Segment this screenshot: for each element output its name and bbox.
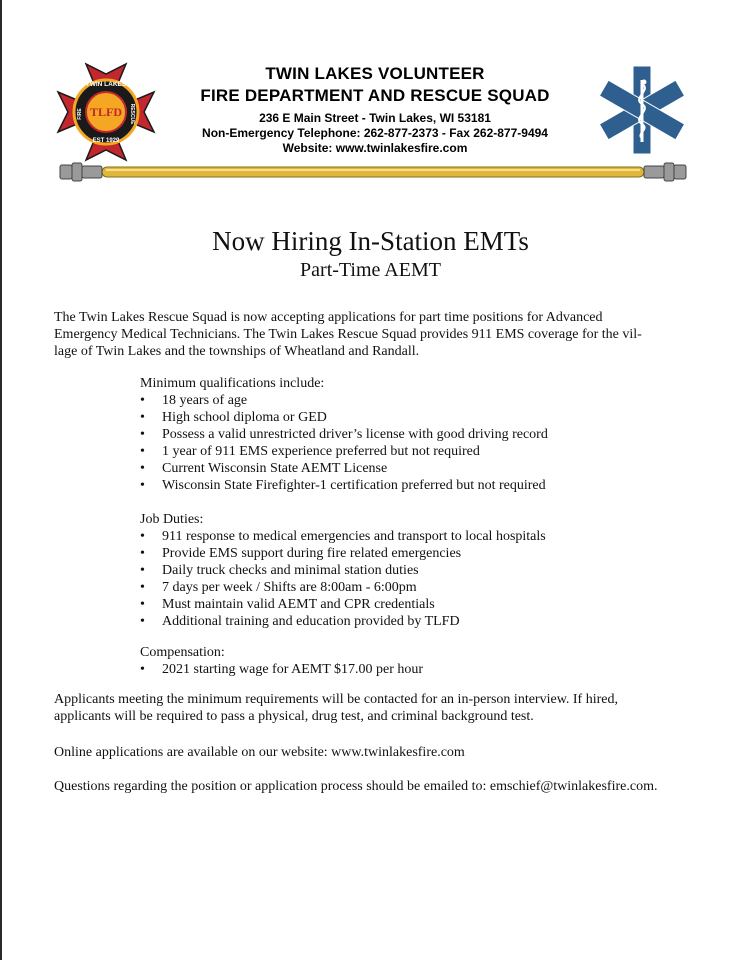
org-website: Website: www.twinlakesfire.com	[282, 141, 468, 155]
org-phone: Non-Emergency Telephone: 262-877-2373 - Fax 262-877-9494	[202, 126, 548, 140]
compensation-section	[140, 644, 660, 678]
letterhead	[0, 0, 741, 200]
interview-paragraph	[54, 691, 694, 725]
org-address: 236 E Main Street - Twin Lakes, WI 53181	[259, 111, 491, 125]
intro-line: Emergency Medical Technicians. The Twin Lakes Rescue Squad provides 911 EMS coverage for the vil-	[54, 327, 642, 342]
compensation-heading: Compensation:	[140, 645, 225, 660]
org-name-line1: TWIN LAKES VOLUNTEER	[265, 64, 485, 83]
compensation-list	[140, 661, 660, 678]
list-item: • Daily truck checks and minimal station duties	[140, 562, 660, 579]
org-name-line2: FIRE DEPARTMENT AND RESCUE SQUAD	[200, 86, 550, 105]
interview-line: Applicants meeting the minimum requirements will be contacted for an in-person interview. If hired,	[54, 692, 618, 707]
interview-line: applicants will be required to pass a physical, drug test, and criminal background test.	[54, 709, 534, 724]
job-duties-section	[140, 511, 660, 630]
star-of-life-icon	[598, 60, 686, 160]
online-applications-paragraph: Online applications are available on our website: www.twinlakesfire.com	[54, 745, 465, 760]
logo-left-text: FIRE	[77, 108, 83, 120]
logo-center-text: TLFD	[89, 105, 123, 119]
fire-hose-divider	[58, 159, 688, 185]
list-item: • Wisconsin State Firefighter-1 certification preferred but not required	[140, 477, 660, 494]
list-item: • Additional training and education provided by TLFD	[140, 613, 660, 630]
list-item: • Possess a valid unrestricted driver’s license with good driving record	[140, 426, 660, 443]
list-item: • 7 days per week / Shifts are 8:00am - 6:00pm	[140, 579, 660, 596]
list-item: • Must maintain valid AEMT and CPR credentials	[140, 596, 660, 613]
logo-bottom-text: EST 1929	[92, 138, 120, 144]
questions-paragraph: Questions regarding the position or application process should be emailed to: emschief@twinlakesfire.com.	[54, 779, 658, 794]
intro-line: lage of Twin Lakes and the townships of Wheatland and Randall.	[54, 344, 420, 359]
page-title: Now Hiring In-Station EMTs	[212, 226, 529, 256]
maltese-cross-badge-icon	[56, 62, 156, 162]
list-item: • Provide EMS support during fire related emergencies	[140, 545, 660, 562]
logo-top-text: TWIN LAKES	[85, 81, 127, 88]
logo-right-text: RESCUE	[129, 103, 135, 125]
list-item: • 1 year of 911 EMS experience preferred but not required	[140, 443, 660, 460]
job-duties-heading: Job Duties:	[140, 512, 204, 527]
list-item: • 2021 starting wage for AEMT $17.00 per hour	[140, 661, 660, 678]
intro-paragraph	[54, 309, 694, 360]
page-subtitle: Part-Time AEMT	[300, 259, 441, 281]
job-duties-list	[140, 528, 660, 630]
list-item: • 18 years of age	[140, 392, 660, 409]
intro-line: The Twin Lakes Rescue Squad is now accepting applications for part time positions for Advanced	[54, 310, 603, 325]
list-item: • High school diploma or GED	[140, 409, 660, 426]
list-item: • 911 response to medical emergencies and transport to local hospitals	[140, 528, 660, 545]
qualifications-heading: Minimum qualifications include:	[140, 376, 325, 391]
list-item: • Current Wisconsin State AEMT License	[140, 460, 660, 477]
qualifications-list	[140, 392, 660, 494]
qualifications-section	[140, 375, 660, 494]
